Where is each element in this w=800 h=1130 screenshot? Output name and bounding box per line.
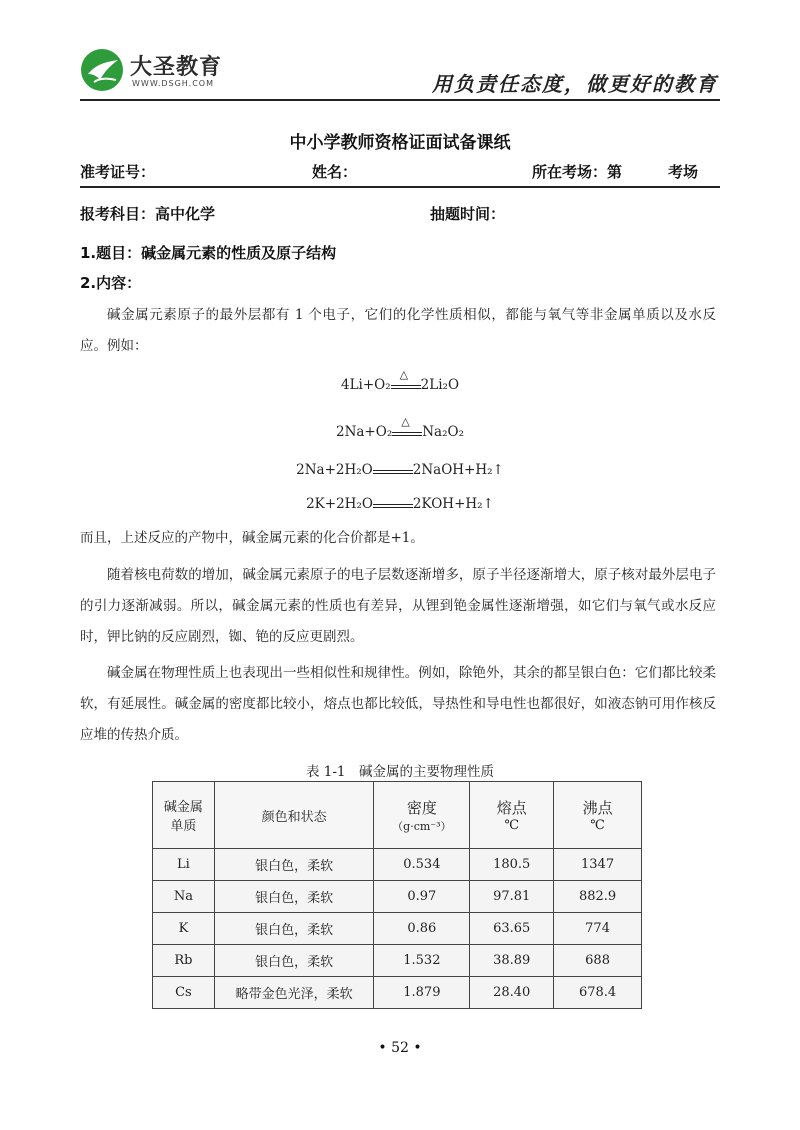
cell-melting: 38.89	[470, 945, 554, 977]
equation-1	[0, 367, 800, 393]
cell-density: 0.86	[374, 913, 470, 945]
cell-density: 1.879	[374, 977, 470, 1009]
cell-melting: 180.5	[470, 849, 554, 881]
equation-2-left: 2Na+O₂	[335, 424, 393, 440]
header-slogan: 用负责任态度，做更好的教育	[432, 72, 718, 96]
content-heading: 2.内容：	[80, 274, 142, 292]
cell-element: Na	[153, 881, 215, 913]
equation-2	[0, 414, 800, 440]
topic-heading: 1.题目：碱金属元素的性质及原子结构	[80, 244, 337, 262]
room-label-prefix: 所在考场：第	[532, 163, 623, 181]
cell-element: Rb	[153, 945, 215, 977]
bird-logo-icon	[80, 48, 124, 92]
paragraph-intro: 碱金属元素原子的最外层都有 1 个电子，它们的化学性质相似，都能与氧气等非金属单质以及水反应。例如：	[80, 307, 716, 354]
cell-melting: 97.81	[470, 881, 554, 913]
equation-1-condition: △	[399, 367, 409, 381]
room-label-suffix: 考场	[668, 163, 699, 181]
page-header	[0, 0, 800, 110]
equation-3-right: 2NaOH+H₂↑	[412, 462, 504, 478]
table-row	[153, 945, 642, 977]
header-divider	[80, 99, 720, 101]
form-divider	[80, 186, 720, 188]
table-row	[153, 977, 642, 1009]
cell-element: Li	[153, 849, 215, 881]
cell-melting: 28.40	[470, 977, 554, 1009]
equation-3-left: 2Na+2H₂O	[296, 462, 373, 478]
name-label: 姓名：	[312, 163, 358, 181]
equation-2-right: Na₂O₂	[422, 424, 464, 440]
equation-4-left: 2K+2H₂O	[306, 496, 373, 512]
page-number: • 52 •	[378, 1040, 422, 1056]
equation-1-right: 2Li₂O	[420, 377, 460, 393]
cell-color-state: 银白色，柔软	[214, 945, 374, 977]
paragraph-physical: 碱金属在物理性质上也表现出一些相似性和规律性。例如，除铯外，其余的都呈银白色：它们都比较柔软，有延展性。碱金属的密度都比较小，熔点也都比较低，导热性和导电性也都很好，如液态钠可用作核反应堆的传热介质。	[80, 665, 716, 743]
equation-2-condition: △	[401, 414, 410, 428]
cell-color-state: 银白色，柔软	[214, 849, 374, 881]
cell-boiling: 882.9	[554, 881, 642, 913]
table-row	[153, 849, 642, 881]
cell-element: Cs	[153, 977, 215, 1009]
cell-density: 0.97	[374, 881, 470, 913]
brand-logo	[80, 48, 280, 98]
properties-table	[152, 781, 642, 1009]
equation-3	[0, 462, 800, 478]
paragraph-valence: 而且，上述反应的产物中，碱金属元素的化合价都是+1。	[80, 530, 424, 546]
header-element: 碱金属 单质	[153, 782, 215, 849]
paragraph-trend: 随着核电荷数的增加，碱金属元素原子的电子层数逐渐增多，原子半径逐渐增大，原子核对最外层电子的引力逐渐减弱。所以，碱金属元素的性质也有差异，从锂到铯金属性逐渐增强，如它们与氧气或水反应时，钾比钠的反应剧烈，铷、铯的反应更剧烈。	[80, 567, 716, 645]
brand-url: WWW.DSGH.COM	[132, 79, 214, 88]
table-row	[153, 913, 642, 945]
header-boiling: 沸点 ℃	[554, 782, 642, 849]
header-color-state: 颜色和状态	[214, 782, 374, 849]
equation-1-left: 4Li+O₂	[340, 377, 391, 393]
cell-color-state: 略带金色光泽，柔软	[214, 977, 374, 1009]
cell-density: 0.534	[374, 849, 470, 881]
cell-color-state: 银白色，柔软	[214, 913, 374, 945]
equation-4-right: 2KOH+H₂↑	[412, 496, 494, 512]
cell-density: 1.532	[374, 945, 470, 977]
exam-id-label: 准考证号：	[80, 163, 156, 181]
cell-boiling: 688	[554, 945, 642, 977]
header-melting: 熔点 ℃	[470, 782, 554, 849]
table-row	[153, 881, 642, 913]
cell-boiling: 1347	[554, 849, 642, 881]
cell-color-state: 银白色，柔软	[214, 881, 374, 913]
equation-4	[0, 496, 800, 512]
header-density: 密度 （g·cm⁻³）	[374, 782, 470, 849]
page-title: 中小学教师资格证面试备课纸	[289, 133, 511, 153]
cell-boiling: 774	[554, 913, 642, 945]
cell-boiling: 678.4	[554, 977, 642, 1009]
cell-melting: 63.65	[470, 913, 554, 945]
cell-element: K	[153, 913, 215, 945]
brand-name: 大圣教育	[130, 55, 223, 80]
table-header-row	[153, 782, 642, 849]
subject-label: 报考科目：高中化学	[80, 205, 216, 223]
draw-time-label: 抽题时间：	[430, 205, 506, 223]
table-caption: 表 1-1 碱金属的主要物理性质	[305, 764, 495, 780]
